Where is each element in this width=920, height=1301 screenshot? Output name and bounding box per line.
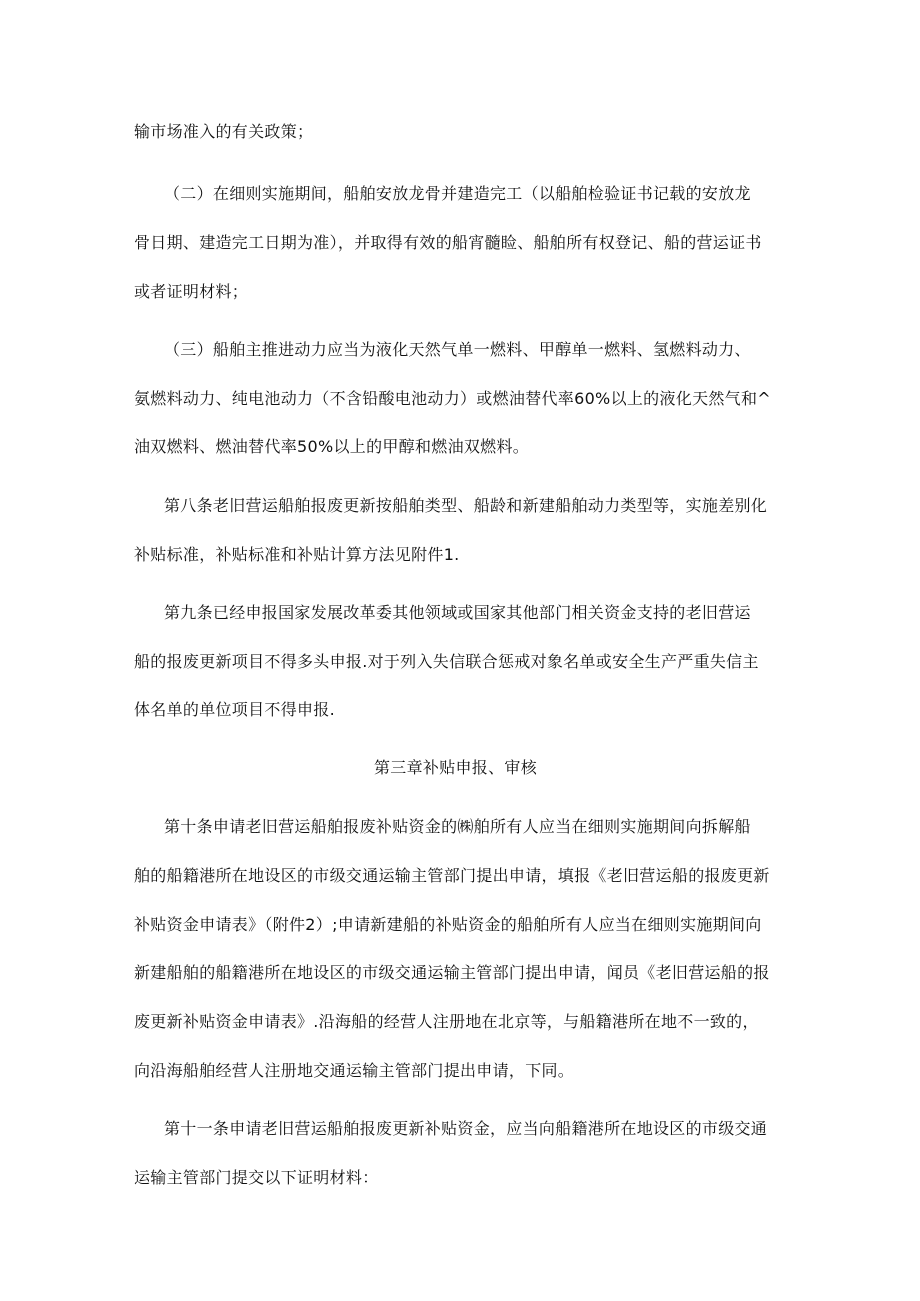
- paragraph-line: 输市场准入的有关政策；: [134, 122, 314, 141]
- paragraph-line: 新建船舶的船籍港所在地设区的市级交通运输主管部门提出申请，闻员《老旧营运船的报: [134, 963, 770, 982]
- chapter-heading: 第三章补贴申报、审核: [374, 758, 538, 777]
- paragraph-line: 船的报废更新项目不得多头申报.对于列入失信联合惩戒对象名单或安全生产严重失信主: [134, 652, 759, 671]
- paragraph-line: 第十一条申请老旧营运船舶报废更新补贴资金，应当向船籍港所在地设区的市级交通: [164, 1119, 768, 1138]
- paragraph-line: 第十条申请老旧营运船舶报废补贴资金的㈱舶所有人应当在细则实施期间向拆解船: [164, 817, 751, 836]
- paragraph-line: 向沿海船舶经营人注册地交通运输主管部门提出申请，下同。: [134, 1061, 575, 1080]
- paragraph-line: 第八条老旧营运船舶报废更新按船舶类型、船龄和新建船舶动力类型等，实施差别化: [164, 496, 768, 515]
- paragraph-line: （三）船舶主推进动力应当为液化天然气单一燃料、甲醇单一燃料、氢燃料动力、: [164, 340, 751, 359]
- paragraph-line: 补贴标准，补贴标准和补贴计算方法见附件1.: [134, 545, 460, 564]
- paragraph-line: 体名单的单位项目不得申报.: [134, 700, 335, 719]
- paragraph-line: 氨燃料动力、纯电池动力（不含铅酸电池动力）或燃油替代率60%以上的液化天然气和^: [134, 389, 771, 408]
- paragraph-line: （二）在细则实施期间，船舶安放龙骨并建造完工（以船舶检验证书记载的安放龙: [164, 184, 751, 203]
- paragraph-line: 油双燃料、燃油替代率50%以上的甲醇和燃油双燃料。: [134, 437, 530, 456]
- paragraph-line: 补贴资金申请表》（附件2）;申请新建船的补贴资金的船舶所有人应当在细则实施期间向: [134, 915, 762, 934]
- paragraph-line: 运输主管部门提交以下证明材料：: [134, 1168, 379, 1187]
- paragraph-line: 废更新补贴资金申请表》.沿海船的经营人注册地在北京等，与船籍港所在地不一致的，: [134, 1012, 759, 1031]
- paragraph-line: 骨日期、建造完工日期为准），并取得有效的船宵髓睑、船舶所有权登记、船的营运证书: [134, 233, 762, 252]
- paragraph-line: 舶的船籍港所在地设区的市级交通运输主管部门提出申请，填报《老旧营运船的报废更新: [134, 866, 770, 885]
- paragraph-line: 第九条已经申报国家发展改革委其他领域或国家其他部门相关资金支持的老旧营运: [164, 603, 751, 622]
- paragraph-line: 或者证明材料；: [134, 282, 249, 301]
